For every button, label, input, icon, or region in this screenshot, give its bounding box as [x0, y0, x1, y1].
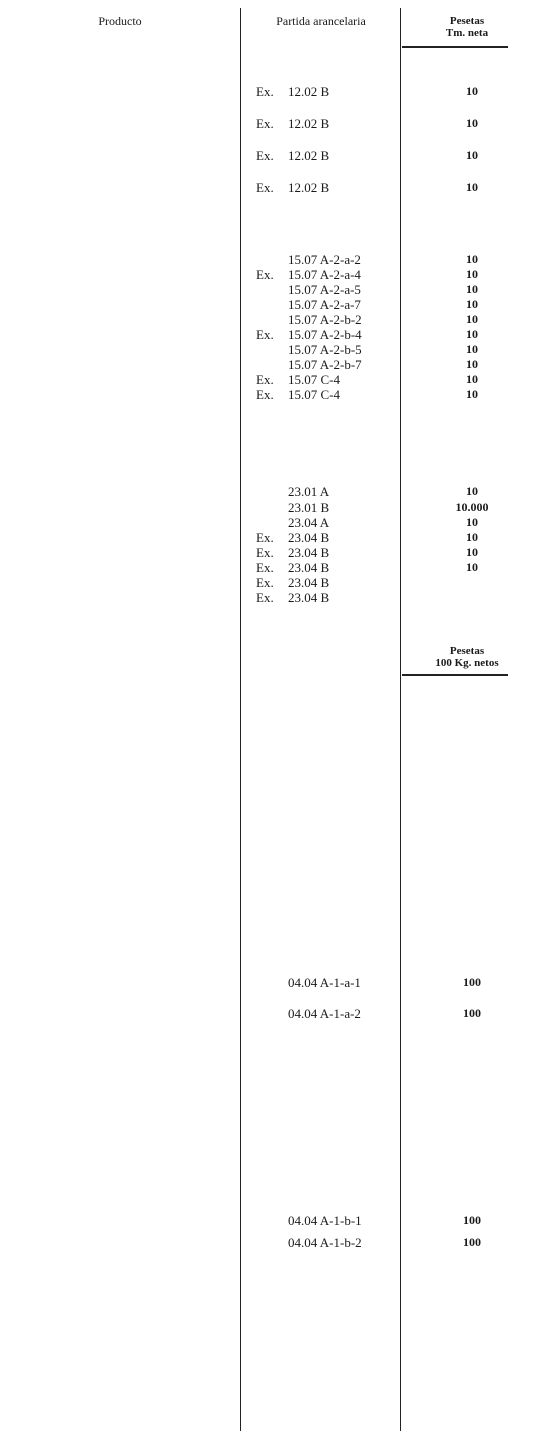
tariff-code: 12.02 B: [288, 179, 330, 195]
tariff-code: 15.07 C-4: [288, 387, 340, 402]
header-pesetas-tm-line2: Tm. neta: [445, 27, 489, 39]
tariff-ex-prefix: Ex.: [256, 575, 274, 590]
pesetas-value: 10: [466, 387, 478, 401]
header-pesetas-kg-line2: 100 Kg. netos: [435, 657, 499, 669]
header-pesetas-kg-line1: Pesetas: [449, 645, 485, 657]
tariff-code: 23.04 B: [288, 530, 330, 545]
pesetas-value: 10: [466, 515, 478, 529]
header-partida-arancelaria: Partida arancelaria: [276, 14, 366, 28]
tariff-code: 12.02 B: [288, 115, 330, 131]
pesetas-value: 100: [463, 1006, 481, 1020]
tariff-code: 15.07 A-2-b-7: [288, 357, 362, 372]
tariff-code: 23.01 A: [288, 483, 330, 499]
tariff-code: 04.04 A-1-a-1: [288, 974, 361, 990]
pesetas-value: 10: [466, 545, 478, 559]
pesetas-value: 10: [466, 267, 478, 281]
header-pesetas-tm-line1: Pesetas: [449, 15, 485, 27]
tariff-code: 15.07 A-2-b-4: [288, 327, 362, 342]
tariff-ex-prefix: Ex.: [256, 530, 274, 545]
pesetas-value: 10: [466, 357, 478, 371]
tariff-code: 23.04 A: [288, 515, 330, 530]
tariff-code: 15.07 A-2-a-4: [288, 267, 361, 282]
tariff-ex-prefix: Ex.: [256, 560, 274, 575]
tariff-ex-prefix: Ex.: [256, 267, 274, 282]
pesetas-value: 10: [466, 252, 478, 266]
pesetas-value: 10: [466, 530, 478, 544]
pesetas-value: 10: [466, 342, 478, 356]
tariff-code: 15.07 A-2-a-2: [288, 252, 361, 267]
tariff-ex-prefix: Ex.: [256, 590, 274, 605]
pesetas-value: 10: [466, 282, 478, 296]
pesetas-value: 10: [466, 83, 478, 98]
tariff-code: 04.04 A-1-b-2: [288, 1235, 362, 1250]
tariff-code: 23.01 B: [288, 500, 330, 515]
tariff-code: 23.04 B: [288, 560, 330, 575]
header-producto: Producto: [98, 14, 142, 28]
pesetas-value: 10: [466, 372, 478, 386]
tariff-code: 12.02 B: [288, 83, 330, 99]
tariff-code: 15.07 C-4: [288, 372, 340, 387]
tariff-ex-prefix: Ex.: [256, 545, 274, 560]
tariff-ex-prefix: Ex.: [256, 147, 274, 163]
pesetas-value: 10: [466, 560, 478, 574]
tariff-code: 23.04 B: [288, 590, 330, 605]
pesetas-value: 10: [466, 147, 478, 162]
pesetas-value: 10: [466, 483, 478, 498]
pesetas-value: 100: [463, 1212, 481, 1227]
tariff-code: 23.04 B: [288, 545, 330, 560]
pesetas-value: 10: [466, 297, 478, 311]
tariff-code: 15.07 A-2-b-2: [288, 312, 362, 327]
tariff-ex-prefix: Ex.: [256, 83, 274, 99]
tariff-ex-prefix: Ex.: [256, 179, 274, 195]
pesetas-value: 10: [466, 179, 478, 194]
tariff-ex-prefix: Ex.: [256, 327, 274, 342]
pesetas-value: 100: [463, 1235, 481, 1249]
tariff-code: 04.04 A-1-a-2: [288, 1006, 361, 1021]
tariff-ex-prefix: Ex.: [256, 387, 274, 402]
pesetas-value: 10: [466, 327, 478, 341]
pesetas-value: 100: [463, 974, 481, 989]
pesetas-value: 10.000: [455, 500, 489, 514]
tariff-ex-prefix: Ex.: [256, 115, 274, 131]
tariff-code: 15.07 A-2-a-5: [288, 282, 361, 297]
tariff-code: 15.07 A-2-a-7: [288, 297, 361, 312]
pesetas-value: 10: [466, 312, 478, 326]
tariff-code: 23.04 B: [288, 575, 330, 590]
tariff-ex-prefix: Ex.: [256, 372, 274, 387]
tariff-code: 12.02 B: [288, 147, 330, 163]
tariff-code: 15.07 A-2-b-5: [288, 342, 362, 357]
tariff-code: 04.04 A-1-b-1: [288, 1212, 362, 1228]
pesetas-value: 10: [466, 115, 478, 130]
